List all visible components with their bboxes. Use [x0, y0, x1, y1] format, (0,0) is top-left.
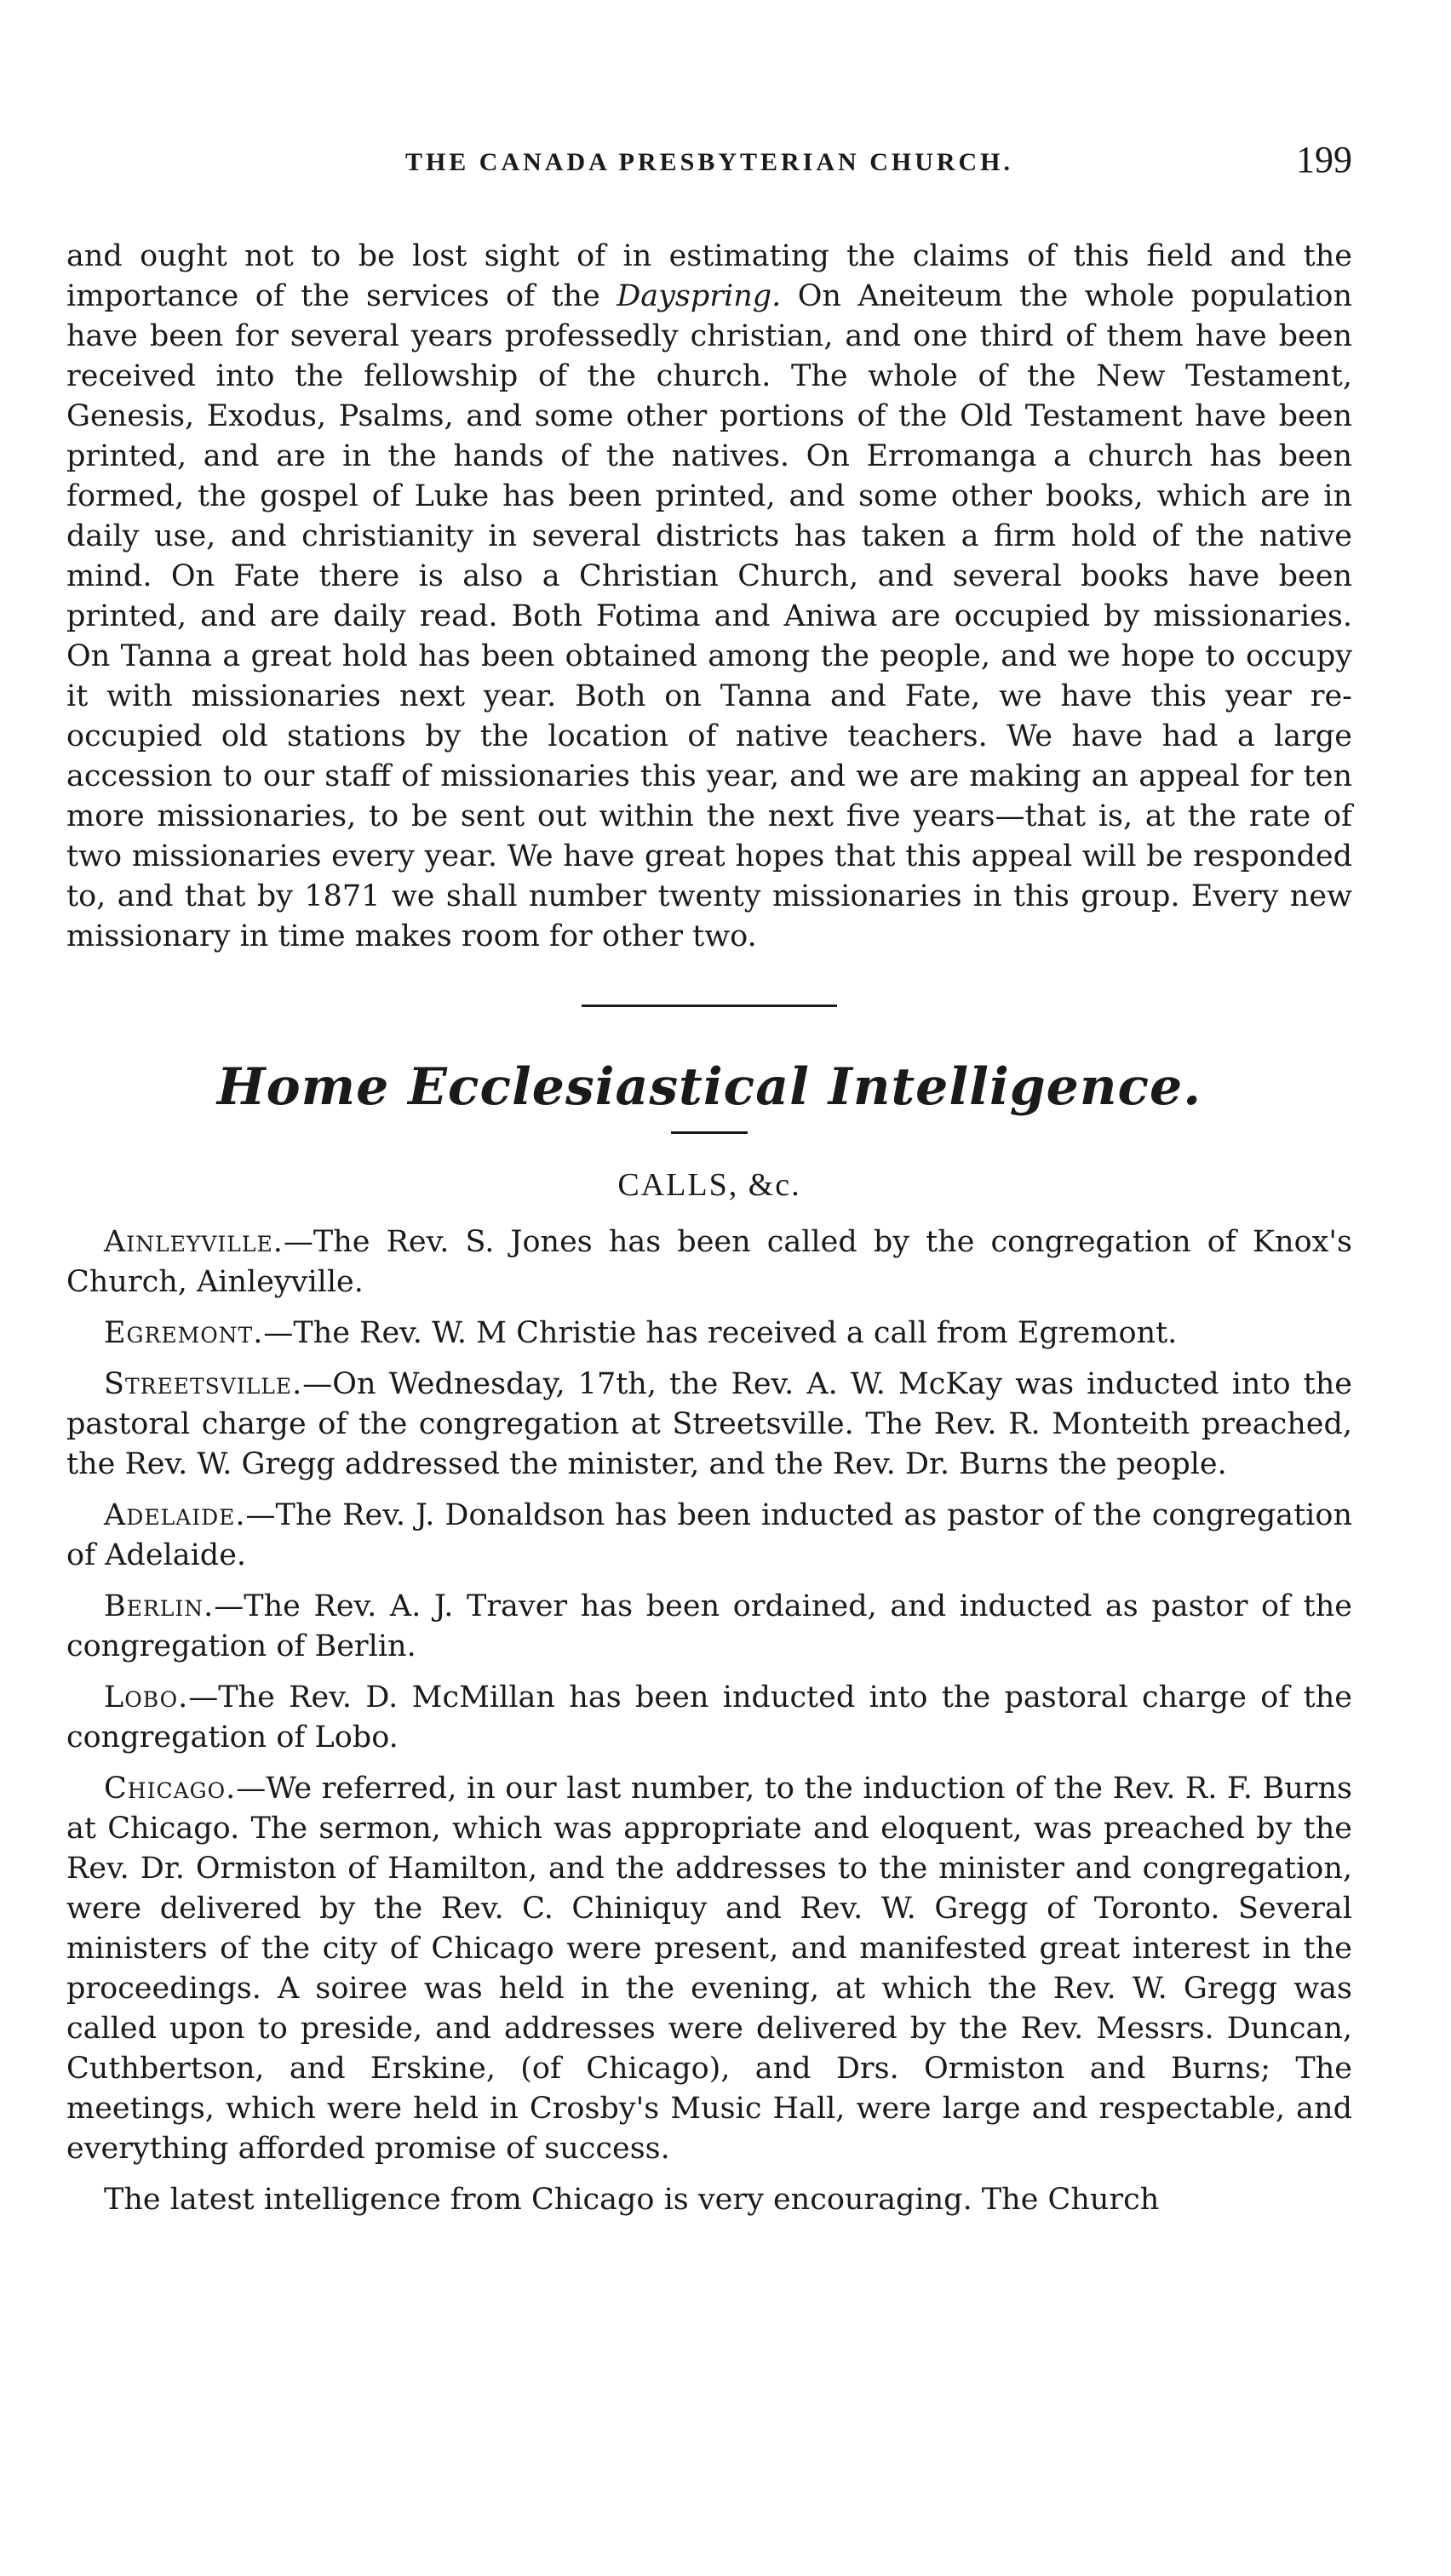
entry-text: —We referred, in our last number, to the induction of the Rev. R. F. Burns at Chicago. The sermon, which was appropriate and eloquent, was preached by the Rev. Dr. Ormiston of Hamilton, and the addresses to the minister and congregation, were delivered by the Rev. C. Chiniquy and Rev. W. Gregg of Toronto. Several ministers of the city of Chicago were present, and manifested great interest in the proceedings. A soiree was held in the evening, at which the Rev. W. Gregg was called upon to preside, and addresses were delivered by the Rev. Messrs. Duncan, Cuthbertson, and Erskine, (of Chicago), and Drs. Ormiston and Burns; The meetings, which were held in Crosby's Music Hall, were large and respectable, and everything afforded promise of success. [66, 1772, 1352, 2166]
entry-ainleyville [66, 1222, 1352, 1302]
entry-text: —The Rev. W. M Christie has received a call from Egremont. [263, 1316, 1178, 1350]
entry-text: —The Rev. J. Donaldson has been inducted as pastor of the congregation of Adelaide. [66, 1498, 1352, 1572]
page [66, 139, 1352, 2220]
heading-rule [671, 1131, 748, 1134]
entry-berlin [66, 1587, 1352, 1667]
entry-place: Berlin. [104, 1589, 215, 1623]
entry-place: Lobo. [104, 1680, 189, 1714]
section-divider [582, 1005, 837, 1007]
entry-streetsville [66, 1365, 1352, 1485]
running-header [66, 139, 1352, 194]
entry-egremont [66, 1314, 1352, 1354]
entry-place: Egremont. [104, 1316, 264, 1350]
continuation-text-start: and ought not to be lost sight of in estimating the claims of this field and the importance of the services of the [66, 239, 1352, 313]
entry-adelaide [66, 1496, 1352, 1576]
entry-place: Ainleyville. [104, 1225, 284, 1259]
section-heading: Home Ecclesiastical Intelligence. [216, 1057, 1202, 1117]
page-number: 199 [1296, 139, 1352, 180]
entry-chicago [66, 1769, 1352, 2169]
running-title: THE CANADA PRESBYTERIAN CHURCH. [404, 148, 1014, 176]
section-subheading: CALLS, &c. [617, 1167, 801, 1203]
entry-place: Streetsville. [104, 1367, 303, 1401]
entry-place: Chicago. [104, 1772, 237, 1806]
entry-lobo [66, 1678, 1352, 1758]
closing-paragraph: The latest intelligence from Chicago is very encouraging. The Church [104, 2183, 1160, 2217]
continuation-paragraph [66, 237, 1352, 957]
entry-text: —The Rev. S. Jones has been called by the congregation of Knox's Church, Ainleyville. [66, 1225, 1352, 1299]
entry-text: —The Rev. D. McMillan has been inducted into the pastoral charge of the congregation of Lobo. [66, 1680, 1352, 1755]
ship-name: Dayspring. [617, 279, 782, 313]
entry-text: —The Rev. A. J. Traver has been ordained, and inducted as pastor of the congregation of Berlin. [66, 1589, 1352, 1663]
entry-text: —On Wednesday, 17th, the Rev. A. W. McKay was inducted into the pastoral charge of the congregation at Streetsville. The Rev. R. Monteith preached, the Rev. W. Gregg addressed the minister, and the Rev. Dr. Burns the people. [66, 1367, 1352, 1481]
continuation-text-end: On Aneiteum the whole population have been for several years professedly christian, and one third of them have been received into the fellowship of the church. The whole of the New Testament, Genesis, Exodus, Psalms, and some other portions of the Old Testament have been printed, and are in the hands of the natives. On Erromanga a church has been formed, the gospel of Luke has been printed, and some other books, which are in daily use, and christianity in several districts has taken a firm hold of the native mind. On Fate there is also a Christian Church, and several books have been printed, and are daily read. Both Fotima and Aniwa are occupied by missionaries. On Tanna a great hold has been obtained among the people, and we hope to occupy it with missionaries next year. Both on Tanna and Fate, we have this year re-occupied old stations by the location of native teachers. We have had a large accession to our staff of missionaries this year, and we are making an appeal for ten more missionaries, to be sent out within the next five years—that is, at the rate of two missionaries every year. We have great hopes that this appeal will be responded to, and that by 1871 we shall number twenty missionaries in this group. Every new missionary in time makes room for other two. [66, 279, 1352, 953]
entry-place: Adelaide. [104, 1498, 246, 1532]
